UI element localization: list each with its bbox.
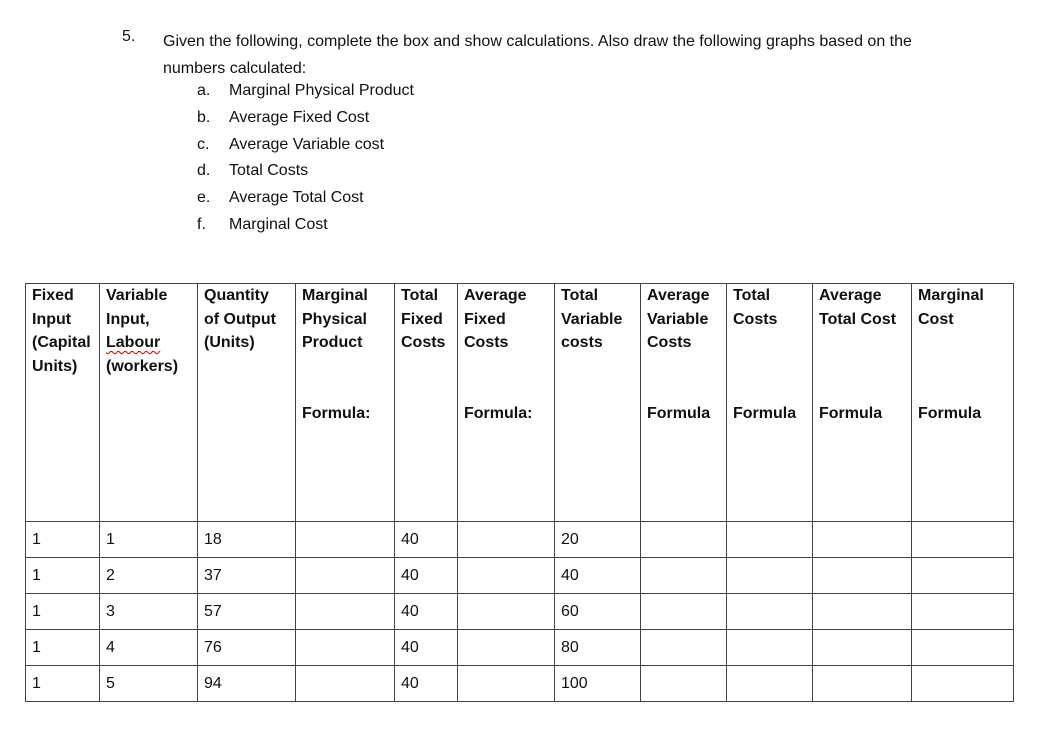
table-cell — [641, 630, 727, 666]
table-row — [26, 522, 1014, 558]
header-line — [106, 331, 191, 355]
table-cell — [458, 594, 555, 630]
column-header — [555, 284, 641, 522]
table-cell: 40 — [395, 522, 458, 558]
table-cell — [296, 558, 395, 594]
column-header — [100, 284, 198, 522]
header-line: Quantity — [204, 287, 269, 304]
table-cell: 20 — [555, 522, 641, 558]
table-cell — [912, 522, 1014, 558]
header-line-text: Labour — [106, 334, 161, 351]
header-line: Marginal — [302, 287, 368, 304]
formula-label: Formula: — [302, 405, 371, 422]
list-label: Average Total Cost — [229, 189, 364, 207]
list-letter: f. — [197, 215, 206, 233]
table-cell — [912, 630, 1014, 666]
header-line — [918, 331, 1007, 355]
header-line: (Capital — [32, 334, 91, 351]
header-line: Cost — [918, 310, 954, 328]
table-cell — [641, 522, 727, 558]
header-line — [819, 355, 905, 379]
header-line: Costs — [733, 310, 778, 328]
table-cell — [813, 630, 912, 666]
table-cell: 1 — [26, 630, 100, 666]
header-line: Marginal — [918, 287, 984, 304]
list-item — [197, 212, 414, 239]
table-cell: 2 — [100, 558, 198, 594]
table-cell — [912, 594, 1014, 630]
table-cell: 18 — [198, 522, 296, 558]
table-body — [26, 522, 1014, 702]
table-cell — [727, 522, 813, 558]
header-line: Costs — [647, 334, 692, 351]
table-cell: 40 — [395, 666, 458, 702]
header-line: Costs — [401, 334, 446, 351]
list-label: Total Costs — [229, 162, 309, 180]
header-line — [647, 355, 720, 379]
column-header — [198, 284, 296, 522]
table-cell — [813, 522, 912, 558]
formula-label: Formula — [647, 405, 711, 422]
header-line — [401, 355, 451, 379]
graph-list — [197, 78, 414, 239]
list-letter: e. — [197, 189, 211, 207]
column-header — [296, 284, 395, 522]
table-cell — [912, 558, 1014, 594]
table-cell — [813, 594, 912, 630]
table-cell — [727, 666, 813, 702]
header-line — [918, 355, 1007, 379]
header-line: (workers) — [106, 357, 179, 375]
header-line: Average — [819, 287, 882, 304]
table-cell: 40 — [555, 558, 641, 594]
header-line: Physical — [302, 310, 367, 328]
formula-label: Formula — [918, 405, 982, 422]
table-cell — [296, 594, 395, 630]
header-line — [302, 355, 388, 379]
table-cell: 40 — [395, 594, 458, 630]
list-item — [197, 105, 414, 132]
table-cell: 57 — [198, 594, 296, 630]
table-cell — [458, 558, 555, 594]
column-header — [26, 284, 100, 522]
header-line: Input — [32, 310, 72, 328]
table-cell: 1 — [26, 522, 100, 558]
list-label: Average Variable cost — [229, 135, 385, 153]
header-line: Average — [647, 287, 710, 304]
table-cell — [296, 666, 395, 702]
list-letter: c. — [197, 135, 210, 153]
header-line: Total — [733, 287, 771, 304]
table-cell: 1 — [26, 558, 100, 594]
table-row — [26, 666, 1014, 702]
table-cell — [813, 558, 912, 594]
table-cell — [296, 522, 395, 558]
list-letter: a. — [197, 82, 211, 99]
column-header — [395, 284, 458, 522]
table-cell — [458, 666, 555, 702]
column-header — [641, 284, 727, 522]
table-cell: 37 — [198, 558, 296, 594]
table-cell: 80 — [555, 630, 641, 666]
header-line — [819, 331, 905, 355]
table-cell: 40 — [395, 630, 458, 666]
header-line — [733, 355, 806, 379]
header-line — [464, 355, 548, 379]
table-cell: 60 — [555, 594, 641, 630]
table-cell — [641, 558, 727, 594]
table-cell — [641, 666, 727, 702]
table-cell — [912, 666, 1014, 702]
header-line — [561, 355, 634, 379]
table-cell: 5 — [100, 666, 198, 702]
list-item — [197, 78, 414, 105]
table-cell — [458, 630, 555, 666]
list-item — [197, 185, 414, 212]
header-row — [26, 284, 1014, 522]
list-item — [197, 158, 414, 185]
column-header — [912, 284, 1014, 522]
header-line: Costs — [464, 334, 509, 351]
table-cell: 76 — [198, 630, 296, 666]
table-cell: 1 — [26, 594, 100, 630]
header-line — [204, 355, 289, 379]
header-line: Total Cost — [819, 310, 897, 328]
table-cell: 1 — [100, 522, 198, 558]
table-cell: 94 — [198, 666, 296, 702]
header-line: Input, — [106, 310, 150, 328]
header-line — [733, 331, 806, 355]
list-label: Average Fixed Cost — [229, 108, 370, 126]
table-cell: 1 — [26, 666, 100, 702]
list-letter: d. — [197, 162, 211, 180]
table-cell — [641, 594, 727, 630]
formula-label: Formula: — [464, 405, 533, 422]
column-header — [813, 284, 912, 522]
list-letter: b. — [197, 108, 211, 126]
table-cell — [458, 522, 555, 558]
list-label: Marginal Cost — [229, 215, 328, 233]
table-cell: 3 — [100, 594, 198, 630]
header-line: Variable — [106, 287, 168, 304]
formula-label: Formula — [819, 405, 883, 422]
table-cell — [296, 630, 395, 666]
column-header — [727, 284, 813, 522]
header-line: of Output — [204, 310, 276, 328]
cost-table — [25, 283, 1014, 702]
list-label: Marginal Physical Product — [229, 82, 414, 99]
table-row — [26, 630, 1014, 666]
column-header — [458, 284, 555, 522]
header-line: Average — [464, 287, 527, 304]
table-cell: 4 — [100, 630, 198, 666]
header-line: Units) — [32, 357, 78, 375]
table-cell: 100 — [555, 666, 641, 702]
table-cell — [727, 630, 813, 666]
header-line: Fixed — [401, 310, 443, 328]
header-line: Variable — [561, 310, 623, 328]
header-line: Total — [561, 287, 599, 304]
question-number: 5. — [122, 28, 136, 45]
header-line: Total — [401, 287, 439, 304]
table-row — [26, 558, 1014, 594]
list-item — [197, 132, 414, 159]
table-cell — [813, 666, 912, 702]
table-cell — [727, 558, 813, 594]
header-line: Variable — [647, 310, 709, 328]
header-line: (Units) — [204, 334, 255, 351]
table-cell — [727, 594, 813, 630]
header-line: Fixed — [464, 310, 506, 328]
formula-label: Formula — [733, 405, 797, 422]
question-text: Given the following, complete the box and show calculations. Also draw the following graphs based on the numbers calculated: — [163, 33, 912, 77]
header-line: Product — [302, 334, 363, 351]
header-line: costs — [561, 334, 603, 351]
header-line: Fixed — [32, 287, 74, 304]
table-row — [26, 594, 1014, 630]
table-cell: 40 — [395, 558, 458, 594]
